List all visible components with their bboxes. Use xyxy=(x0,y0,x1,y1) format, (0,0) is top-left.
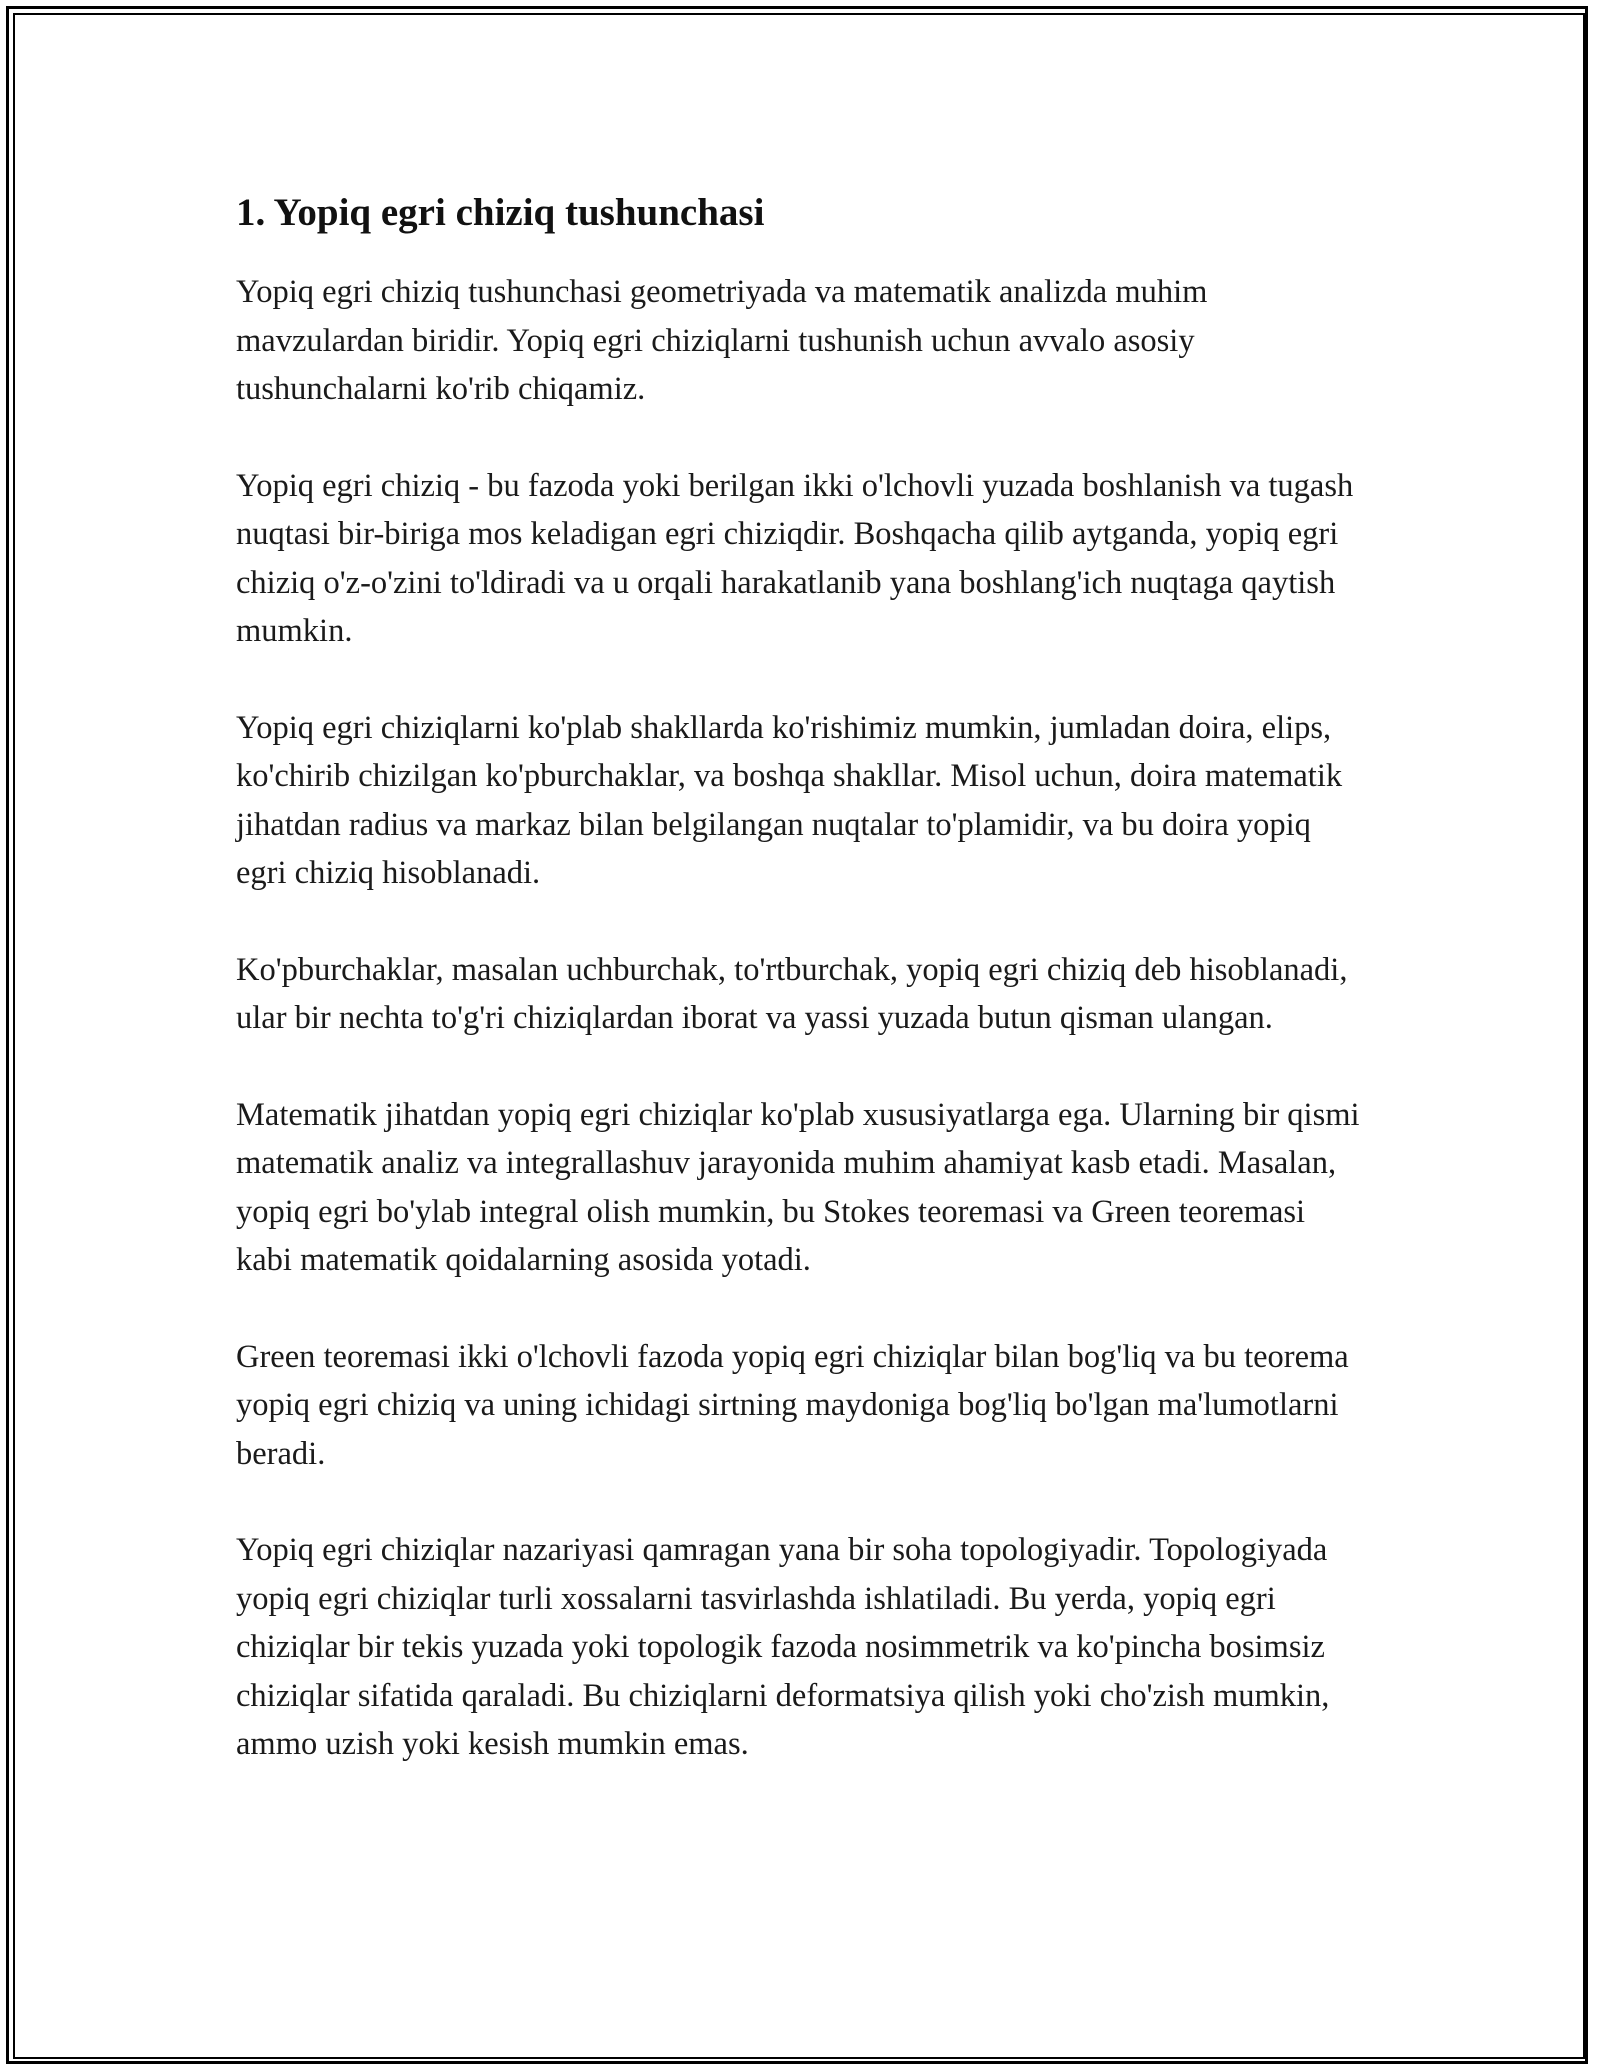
paragraph-green-theorem: Green teoremasi ikki o'lchovli fazoda yopiq egri chiziqlar bilan bog'liq va bu teorema yopiq egri chiziq va uning ichidagi sirtning maydoniga bog'liq bo'lgan ma'lumotlarni beradi. xyxy=(236,1338,1349,1472)
document-body xyxy=(236,184,1366,1817)
paragraph-definition: Yopiq egri chiziq - bu fazoda yoki berilgan ikki o'lchovli yuzada boshlanish va tugash nuqtasi bir-biriga mos keladigan egri chiziqdir. Boshqacha qilib aytganda, yopiq egri chiziq o'z-o'zini to'ldiradi va u orqali harakatlanib yana boshlang'ich nuqtaga qaytish mumkin. xyxy=(236,467,1354,649)
paragraph-topology: Yopiq egri chiziqlar nazariyasi qamragan yana bir soha topologiyadir. Topologiyada yopiq egri chiziqlar turli xossalarni tasvirlashda ishlatiladi. Bu yerda, yopiq egri chiziqlar bir tekis yuzada yoki topologik fazoda nosimmetrik va ko'pincha bosimsiz chiziqlar sifatida qaraladi. Bu chiziqlarni deformatsiya qilish yoki cho'zish mumkin, ammo uzish yoki kesish mumkin emas. xyxy=(236,1532,1330,1762)
section-heading: 1. Yopiq egri chiziq tushunchasi xyxy=(236,191,765,234)
paragraph-properties: Matematik jihatdan yopiq egri chiziqlar ko'plab xususiyatlarga ega. Ularning bir qismi matematik analiz va integrallashuv jarayonida muhim ahamiyat kasb etadi. Masalan, yopiq egri bo'ylab integral olish mumkin, bu Stokes teoremasi va Green teoremasi kabi matematik qoidalarning asosida yotadi. xyxy=(236,1096,1360,1278)
paragraph-shapes: Yopiq egri chiziqlarni ko'plab shakllarda ko'rishimiz mumkin, jumladan doira, elips, ko'chirib chizilgan ko'pburchaklar, va boshqa shakllar. Misol uchun, doira matematik jihatdan radius va markaz bilan belgilangan nuqtalar to'plamidir, va bu doira yopiq egri chiziq hisoblanadi. xyxy=(236,709,1343,891)
paragraph-intro: Yopiq egri chiziq tushunchasi geometriyada va matematik analizda muhim mavzulardan biridir. Yopiq egri chiziqlarni tushunish uchun avvalo asosiy tushunchalarni ko'rib chiqamiz. xyxy=(236,274,1208,407)
paragraph-polygons: Ko'pburchaklar, masalan uchburchak, to'rtburchak, yopiq egri chiziq deb hisoblanadi, ular bir nechta to'g'ri chiziqlardan iborat va yassi yuzada butun qisman ulangan. xyxy=(236,951,1348,1036)
